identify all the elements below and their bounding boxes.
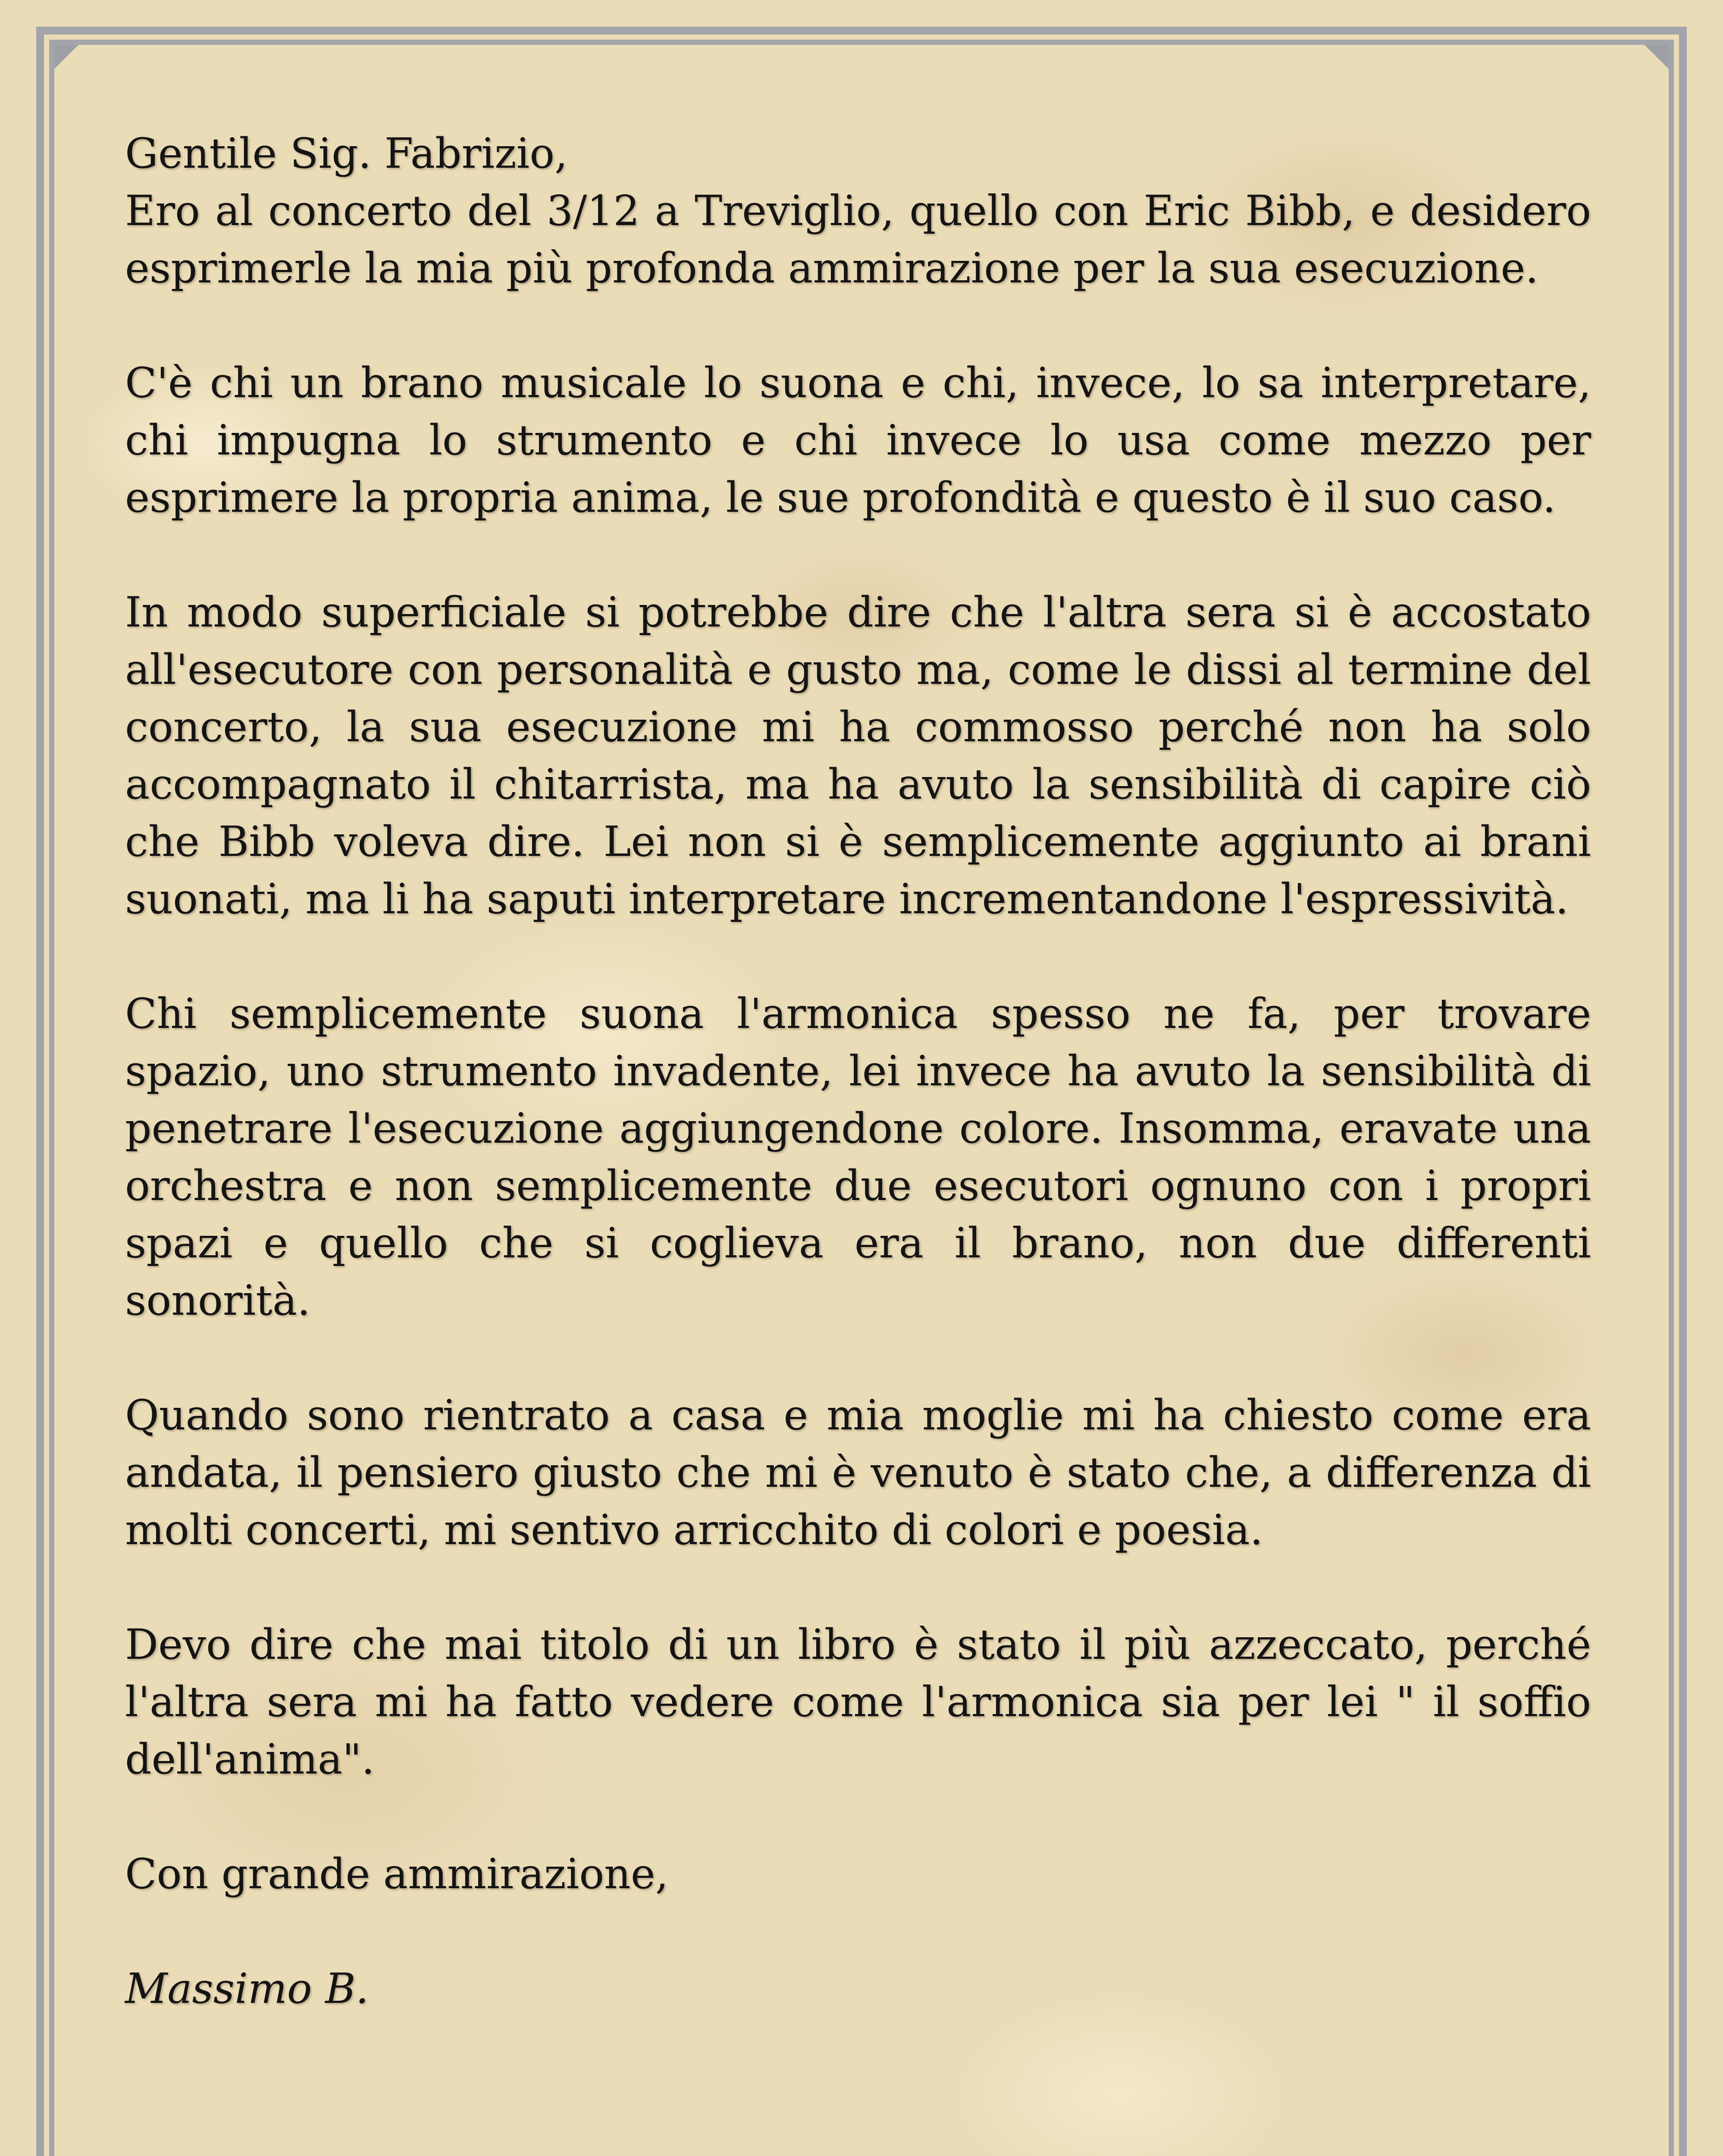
corner-ornament-top-right bbox=[1645, 45, 1669, 69]
letter-paragraph: C'è chi un brano musicale lo suona e chi, invece, lo sa interpretare, chi impugna lo strumento e chi invece lo usa come mezzo per esprimere la propria anima, le sue profondità e questo è il suo caso. bbox=[125, 359, 1591, 522]
letter-paragraph: Quando sono rientrato a casa e mia moglie mi ha chiesto come era andata, il pensiero giusto che mi è venuto è stato che, a differenza di molti concerti, mi sentivo arricchito di colori e poesia. bbox=[125, 1391, 1591, 1554]
letter-body bbox=[125, 125, 1591, 2075]
letter-salutation: Gentile Sig. Fabrizio, bbox=[125, 129, 568, 178]
letter-signature: Massimo B. bbox=[125, 1965, 369, 2013]
letter-closing: Con grande ammirazione, bbox=[125, 1850, 669, 1898]
corner-ornament-top-left bbox=[54, 45, 78, 69]
letter-paragraph: Ero al concerto del 3/12 a Treviglio, quello con Eric Bibb, e desidero esprimerle la mia più profonda ammirazione per la sua esecuzione. bbox=[125, 187, 1591, 292]
letter-paragraph: Devo dire che mai titolo di un libro è stato il più azzeccato, perché l'altra sera mi ha fatto vedere come l'armonica sia per lei " il soffio dell'anima". bbox=[125, 1620, 1591, 1783]
letter-paragraph: Chi semplicemente suona l'armonica spesso ne fa, per trovare spazio, uno strumento invadente, lei invece ha avuto la sensibilità di penetrare l'esecuzione aggiungendone colore. Insomma, eravate una orchestra e non semplicemente due esecutori ognuno con i propri spazi e quello che si coglieva era il brano, non due differenti sonorità. bbox=[125, 990, 1591, 1325]
letter-paragraph: In modo superficiale si potrebbe dire che l'altra sera si è accostato all'esecutore con personalità e gusto ma, come le dissi al termine del concerto, la sua esecuzione mi ha commosso perché non ha solo accompagnato il chitarrista, ma ha avuto la sensibilità di capire ciò che Bibb voleva dire. Lei non si è semplicemente aggiunto ai brani suonati, ma li ha saputi interpretare incrementandone l'espressività. bbox=[125, 588, 1591, 923]
